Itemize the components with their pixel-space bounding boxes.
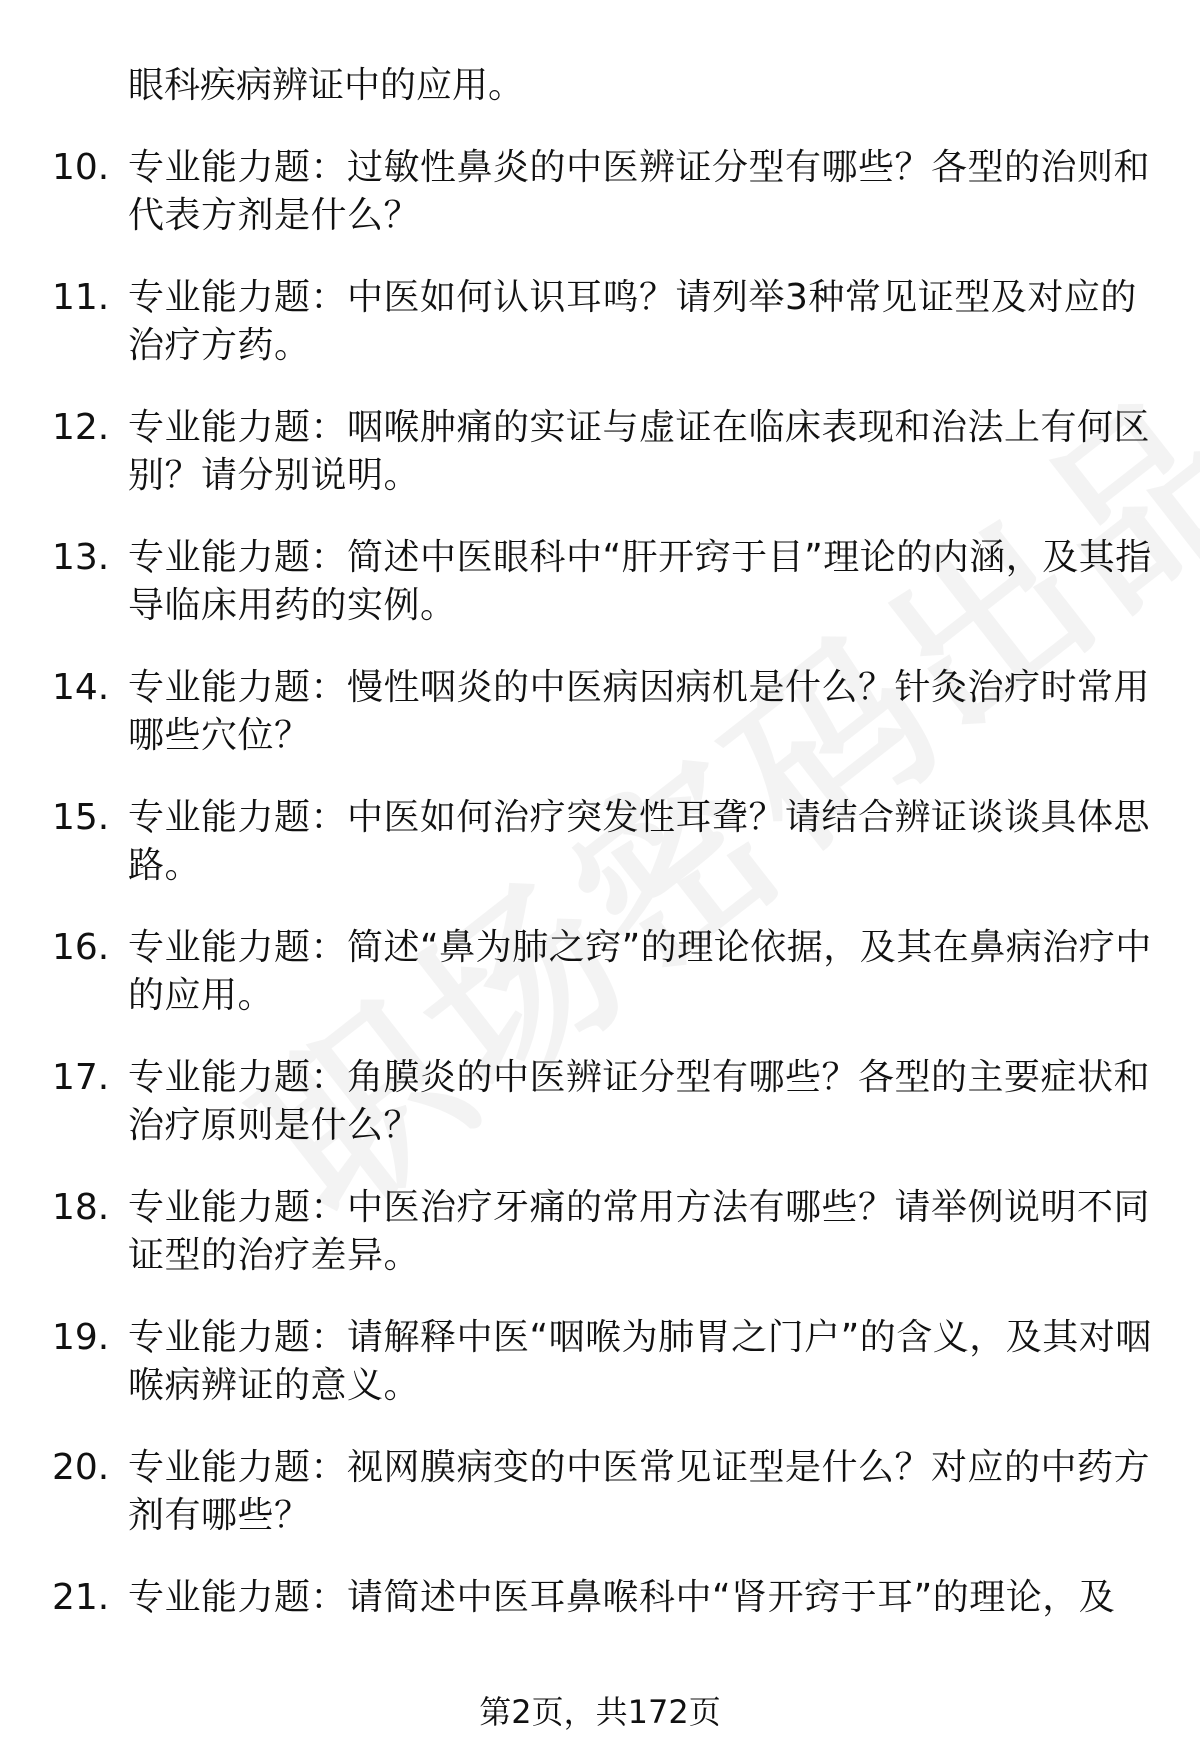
question-item	[0, 404, 1200, 496]
question-item	[0, 1444, 1200, 1536]
question-text: 专业能力题：简述中医眼科中“肝开窍于目”理论的内涵，及其指导临床用药的实例。	[128, 537, 1152, 626]
continuation-text: 眼科疾病辨证中的应用。	[128, 65, 525, 106]
page-footer: 第2页，共172页	[479, 1693, 721, 1731]
question-text: 专业能力题：请解释中医“咽喉为肺胃之门户”的含义，及其对咽喉病辨证的意义。	[128, 1317, 1152, 1406]
question-item	[0, 1314, 1200, 1406]
question-text: 专业能力题：请简述中医耳鼻喉科中“肾开窍于耳”的理论，及	[128, 1577, 1116, 1618]
question-item	[0, 1574, 1200, 1660]
question-number: 15.	[52, 797, 110, 838]
question-number: 10.	[52, 147, 110, 188]
question-text: 专业能力题：简述“鼻为肺之窍”的理论依据，及其在鼻病治疗中的应用。	[128, 927, 1152, 1016]
question-number: 11.	[52, 277, 110, 318]
question-text: 专业能力题：视网膜病变的中医常见证型是什么？对应的中药方剂有哪些？	[128, 1447, 1151, 1536]
question-number: 17.	[52, 1057, 110, 1098]
question-text: 专业能力题：角膜炎的中医辨证分型有哪些？各型的主要症状和治疗原则是什么？	[128, 1057, 1151, 1146]
question-text: 专业能力题：中医如何治疗突发性耳聋？请结合辨证谈谈具体思路。	[128, 797, 1151, 886]
question-item	[0, 794, 1200, 886]
question-item	[0, 274, 1200, 366]
question-item	[0, 664, 1200, 756]
question-item	[0, 1184, 1200, 1276]
question-text: 专业能力题：慢性咽炎的中医病因病机是什么？针灸治疗时常用哪些穴位？	[128, 667, 1151, 756]
question-item	[0, 924, 1200, 1016]
question-text: 专业能力题：咽喉肿痛的实证与虚证在临床表现和治法上有何区别？请分别说明。	[128, 407, 1151, 496]
question-text: 专业能力题：中医如何认识耳鸣？请列举3种常见证型及对应的治疗方药。	[128, 277, 1137, 366]
question-number: 12.	[52, 407, 110, 448]
question-list	[0, 144, 1200, 1704]
question-number: 18.	[52, 1187, 110, 1228]
question-number: 20.	[52, 1447, 110, 1488]
question-number: 13.	[52, 537, 110, 578]
question-text: 专业能力题：过敏性鼻炎的中医辨证分型有哪些？各型的治则和代表方剂是什么？	[128, 147, 1151, 236]
question-item	[0, 1054, 1200, 1146]
question-item	[0, 144, 1200, 236]
question-number: 14.	[52, 667, 110, 708]
question-number: 21.	[52, 1577, 110, 1618]
question-number: 16.	[52, 927, 110, 968]
question-number: 19.	[52, 1317, 110, 1358]
question-text: 专业能力题：中医治疗牙痛的常用方法有哪些？请举例说明不同证型的治疗差异。	[128, 1187, 1151, 1276]
question-item	[0, 534, 1200, 626]
